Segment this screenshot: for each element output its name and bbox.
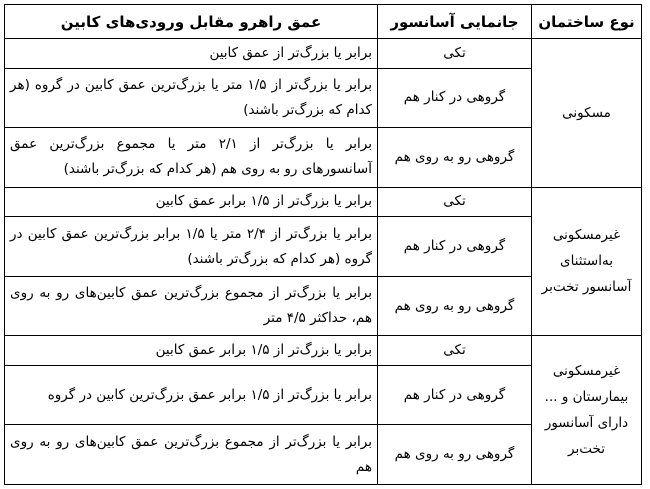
header-building-type: نوع ساختمان [532, 5, 642, 39]
depth-cell: برابر یا بزرگ‌تر از ۲/۱ متر یا مجموع بزرگ‌ترین عمق آسانسورهای رو به روی هم (هر کدام که بزرگ‌تر باشند) [5, 128, 378, 187]
placement-cell: گروهی در کنار هم [378, 365, 532, 424]
table-row [5, 39, 642, 69]
placement-cell: گروهی رو به روی هم [378, 276, 532, 335]
building-type-cell: غیرمسکونی به‌استثنای آسانسور تخت‌بر [532, 187, 642, 336]
header-lobby-depth: عمق راهرو مقابل ورودی‌های کابین [5, 5, 378, 39]
placement-cell: تکی [378, 336, 532, 366]
depth-cell: برابر یا بزرگ‌تر از ۱/۵ برابر عمق بزرگ‌ترین کابین در گروه [5, 365, 378, 424]
depth-cell: برابر یا بزرگ‌تر از عمق کابین [5, 39, 378, 69]
depth-cell: برابر یا بزرگ‌تر از ۲/۴ متر یا ۱/۵ برابر بزرگ‌ترین عمق کابین در گروه (هر کدام که بزرگ‌تر باشند) [5, 217, 378, 276]
placement-cell: گروهی در کنار هم [378, 68, 532, 127]
building-type-cell: مسکونی [532, 39, 642, 188]
elevator-lobby-depth-table [4, 4, 642, 485]
depth-cell: برابر یا بزرگ‌تر از ۱/۵ برابر عمق کابین [5, 187, 378, 217]
placement-cell: تکی [378, 187, 532, 217]
depth-cell: برابر یا بزرگ‌تر از مجموع بزرگ‌ترین عمق کابین‌های رو به روی هم، حداکثر ۴/۵ متر [5, 276, 378, 335]
placement-cell: گروهی رو به روی هم [378, 425, 532, 485]
placement-cell: تکی [378, 39, 532, 69]
depth-cell: برابر یا بزرگ‌تر از ۱/۵ متر یا بزرگ‌ترین عمق کابین در گروه (هر کدام که بزرگ‌تر باشند) [5, 68, 378, 127]
depth-cell: برابر یا بزرگ‌تر از ۱/۵ برابر عمق کابین [5, 336, 378, 366]
depth-cell: برابر یا بزرگ‌تر از مجموع بزرگ‌ترین عمق کابین‌های رو به روی هم [5, 425, 378, 485]
placement-cell: گروهی در کنار هم [378, 217, 532, 276]
table-row [5, 187, 642, 217]
placement-cell: گروهی رو به روی هم [378, 128, 532, 187]
table-row [5, 336, 642, 366]
building-type-cell: غیرمسکونی بیمارستان و ... دارای آسانسور تخت‌بر [532, 336, 642, 485]
header-elevator-placement: جانمایی آسانسور [378, 5, 532, 39]
table-header-row [5, 5, 642, 39]
